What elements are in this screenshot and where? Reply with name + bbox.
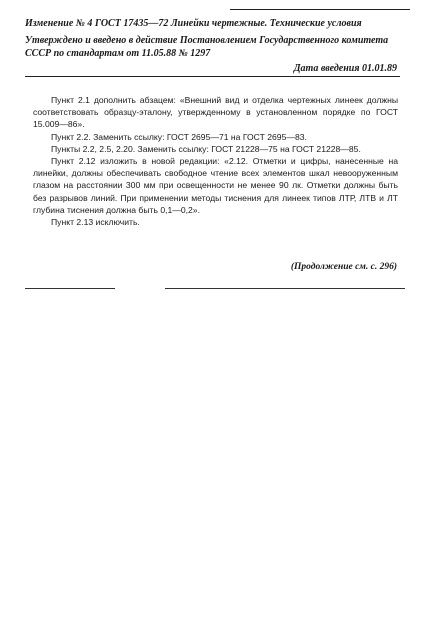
paragraph-2-2: Пункт 2.2. Заменить ссылку: ГОСТ 2695—71 на ГОСТ 2695—83. xyxy=(51,131,307,142)
approval-statement: Утверждено и введено в действие Постановлением Государственного комитета СССР по стандартам от 11.05.88 № 1297 xyxy=(25,35,389,59)
continuation-note: (Продолжение см. с. 296) xyxy=(290,262,397,272)
amendment-title: Изменение № 4 ГОСТ 17435—72 Линейки чертежные. Технические условия xyxy=(25,18,362,29)
amendment-body xyxy=(33,94,398,228)
paragraph-2-2-2-5-2-20: Пункты 2.2, 2.5, 2.20. Заменить ссылку: ГОСТ 21228—75 на ГОСТ 21228—85. xyxy=(51,143,361,154)
paragraph-2-1: Пункт 2.1 дополнить абзацем: «Внешний вид и отделка чертежных линеек должны соответствовать образцу-эталону, утвержденному в установленном порядке по ГОСТ 15.009—86». xyxy=(33,95,398,130)
header-divider xyxy=(25,76,400,77)
paragraph-2-13: Пункт 2.13 исключить. xyxy=(51,217,140,228)
effective-date: Дата введения 01.01.89 xyxy=(293,63,397,74)
footer-line-right xyxy=(165,288,405,289)
paragraph-2-12: Пункт 2.12 изложить в новой редакции: «2.12. Отметки и цифры, нанесенные на линейки, должны обеспечивать свободное чтение всех элементов шкал невооруженным глазом на расстоянии 300 мм при освещенности не менее 90 лк. Отметки должны быть без разрывов линий. При применении методы тиснения для линеек типов ЛТР, ЛТВ и ЛТ глубина тиснения должна быть 0,1—0,2». xyxy=(33,156,398,215)
scan-artifact-line xyxy=(230,9,410,10)
footer-line-left xyxy=(25,288,115,289)
